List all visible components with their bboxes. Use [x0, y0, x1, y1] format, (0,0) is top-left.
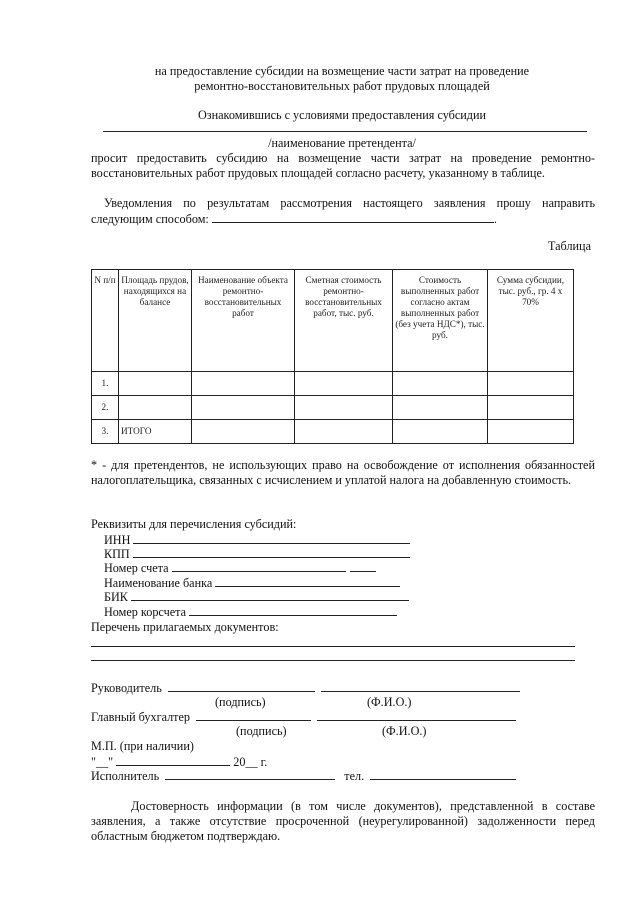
- head-signature-field[interactable]: [168, 680, 315, 692]
- table-cell[interactable]: [192, 420, 295, 444]
- header-line-2: ремонтно-восстановительных работ прудовых площадей: [194, 79, 490, 93]
- table-cell[interactable]: [119, 372, 192, 396]
- executor-label: Исполнитель: [91, 769, 160, 783]
- table-cell[interactable]: [393, 372, 488, 396]
- requisite-label: КПП: [104, 547, 130, 561]
- head-name-field[interactable]: [321, 680, 520, 692]
- table-header-row: [92, 270, 574, 372]
- executor-name-field[interactable]: [165, 768, 335, 780]
- stamp-label: М.П. (при наличии): [91, 739, 194, 753]
- table-caption: Таблица: [548, 239, 591, 253]
- table-cell[interactable]: [295, 420, 393, 444]
- accountant-sign-caption: (подпись): [236, 724, 287, 738]
- documents-line-2[interactable]: [91, 660, 575, 661]
- subsidy-table: [91, 269, 574, 444]
- table-cell[interactable]: [192, 396, 295, 420]
- table-row-total: [92, 420, 574, 444]
- applicant-caption: /наименование претендента/: [268, 136, 416, 150]
- account-field-extra[interactable]: [350, 560, 376, 572]
- header-line-1: на предоставление субсидии на возмещение части затрат на проведение: [154, 64, 530, 78]
- documents-title: Перечень прилагаемых документов:: [91, 620, 279, 634]
- footnote: * - для претендентов, не использующих право на освобождение от исполнения обязанностей налогоплательщика, связанных с исчислением и уплатой налога на добавленную стоимость.: [91, 458, 595, 487]
- table-cell[interactable]: [488, 372, 574, 396]
- accountant-signature-row: [91, 709, 595, 725]
- accountant-name-caption: (Ф.И.О.): [382, 724, 427, 738]
- notice-text-1: Уведомления по результатам рассмотрения настоящего заявления прошу направить: [104, 196, 595, 210]
- accountant-label: Главный бухгалтер: [91, 710, 191, 724]
- col-header-pond-area: Площадь прудов, находящихся на балансе: [119, 270, 192, 372]
- requisite-bik: [104, 589, 409, 605]
- table-cell-total-label: ИТОГО: [119, 420, 192, 444]
- applicant-name-line[interactable]: [103, 131, 587, 132]
- head-signature-row: [91, 680, 595, 696]
- documents-line-1[interactable]: [91, 646, 575, 647]
- head-label: Руководитель: [91, 681, 162, 695]
- notice-end: .: [493, 212, 497, 226]
- table-cell[interactable]: [295, 396, 393, 420]
- requisite-label: Наименование банка: [104, 576, 213, 590]
- table-cell[interactable]: [488, 396, 574, 420]
- table-cell: 1.: [92, 372, 119, 396]
- requisite-account: [104, 560, 376, 576]
- intro-text: Ознакомившись с условиями предоставления субсидии: [197, 108, 487, 122]
- notice-line-2: [91, 211, 595, 227]
- col-header-estimated-cost: Сметная стоимость ремонтно-восстановительных работ, тыс. руб.: [295, 270, 393, 372]
- requisites-title: Реквизиты для перечисления субсидий:: [91, 517, 297, 531]
- table-cell[interactable]: [393, 396, 488, 420]
- table-cell[interactable]: [119, 396, 192, 420]
- table-row: [92, 372, 574, 396]
- requisite-label: Номер счета: [104, 561, 169, 575]
- table-cell[interactable]: [295, 372, 393, 396]
- phone-field[interactable]: [370, 768, 516, 780]
- bank-name-field[interactable]: [215, 575, 400, 587]
- date-month-field[interactable]: [116, 754, 230, 766]
- col-header-subsidy-amount: Сумма субсидии, тыс. руб., гр. 4 x 70%: [488, 270, 574, 372]
- requisite-label: БИК: [104, 590, 128, 604]
- requisite-label: ИНН: [104, 533, 131, 547]
- col-header-object-name: Наименование объекта ремонтно-восстановительных работ: [192, 270, 295, 372]
- head-name-caption: (Ф.И.О.): [367, 695, 412, 709]
- requisite-corr-account: [104, 604, 397, 620]
- request-paragraph: просит предоставить субсидию на возмещение части затрат на проведение ремонтно-восстановительных работ прудовых площадей согласно расчету, указанному в таблице.: [91, 151, 595, 180]
- notice-line-1: [91, 196, 595, 211]
- date-year: 20__ г.: [233, 755, 268, 769]
- head-sign-caption: (подпись): [215, 695, 266, 709]
- table-row: [92, 396, 574, 420]
- executor-row: [91, 768, 595, 784]
- table-cell[interactable]: [488, 420, 574, 444]
- accountant-name-field[interactable]: [317, 709, 516, 721]
- col-header-completed-cost: Стоимость выполненных работ согласно актам выполненных работ (без учета НДС*), тыс. руб.: [393, 270, 488, 372]
- date-day: "__": [91, 755, 114, 769]
- accountant-signature-field[interactable]: [196, 709, 311, 721]
- closing-statement: Достоверность информации (в том числе документов), представленной в составе заявления, а также отсутствие просроченной (неурегулированной) задолженности перед областным бюджетом подтверждаю.: [91, 799, 595, 843]
- account-field[interactable]: [172, 560, 346, 572]
- corr-account-field[interactable]: [189, 604, 397, 616]
- notice-method-field[interactable]: [212, 211, 494, 223]
- bik-field[interactable]: [131, 589, 409, 601]
- table-cell[interactable]: [192, 372, 295, 396]
- document-header: [90, 64, 594, 94]
- table-cell: 3.: [92, 420, 119, 444]
- inn-field[interactable]: [133, 532, 410, 544]
- col-header-number: N п/п: [92, 270, 119, 372]
- requisite-label: Номер корсчета: [104, 605, 187, 619]
- kpp-field[interactable]: [133, 546, 410, 558]
- notice-text-2: следующим способом:: [91, 212, 209, 226]
- table-cell: 2.: [92, 396, 119, 420]
- phone-label: тел.: [344, 769, 365, 783]
- table-cell[interactable]: [393, 420, 488, 444]
